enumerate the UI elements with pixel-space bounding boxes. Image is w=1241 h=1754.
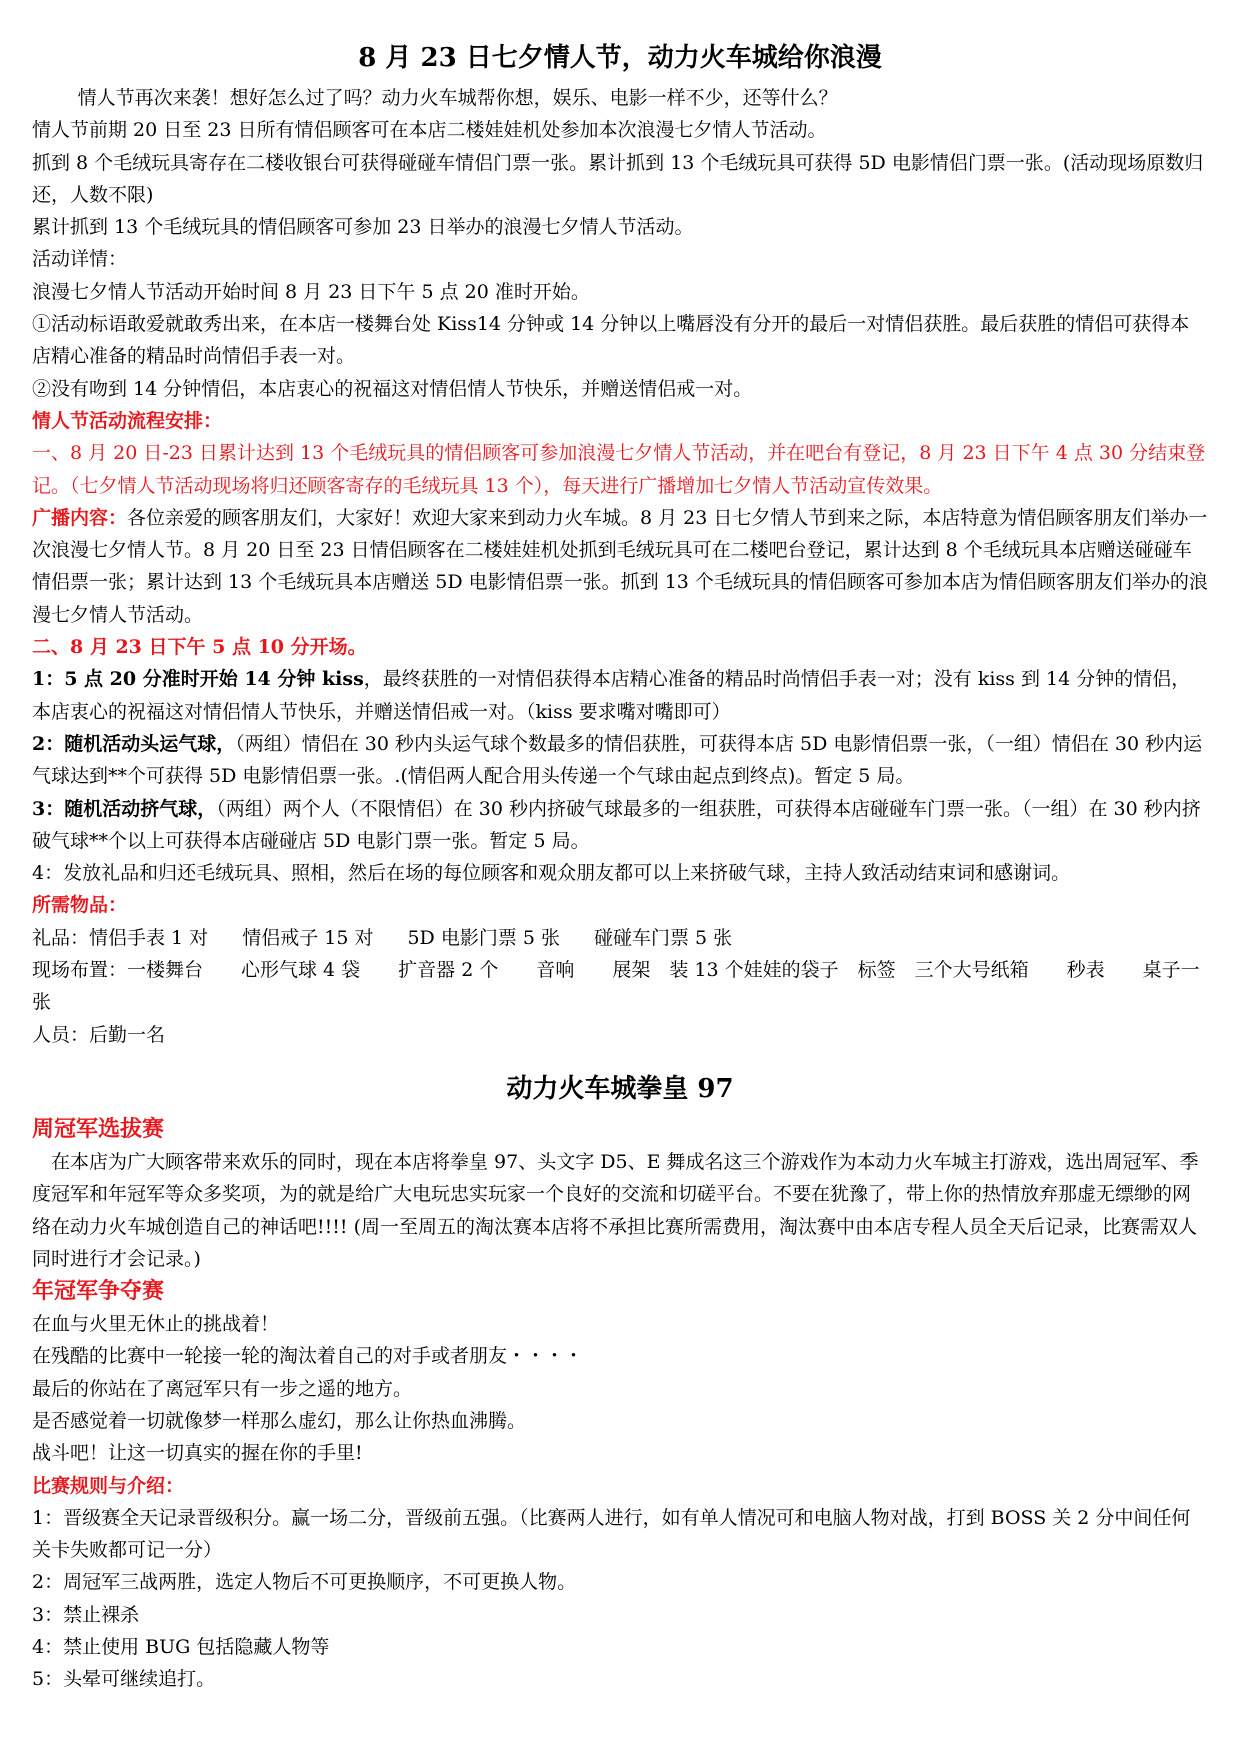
gift-item: 5D 电影门票 5 张 xyxy=(407,926,560,949)
qixi-title: 8 月 23 日七夕情人节，动力火车城给你浪漫 xyxy=(358,43,882,73)
broadcast-text: 各位亲爱的顾客朋友们，大家好！欢迎大家来到动力火车城。8 月 23 日七夕情人节到来之际，本店特意为情侣顾客朋友们举办一次浪漫七夕情人节。8 月 20 日至 23 日情侣顾客在二楼娃娃机处抓到毛绒玩具可在二楼吧台登记，累计达到 8 个毛绒玩具本店赠送碰碰车情侣票一张；累计达到 13 个毛绒玩具本店赠送 5D 电影情侣票一张。抓到 13 个毛绒玩具的情侣顾客可参加本店为情侣顾客朋友们举办的浪漫七夕情人节活动。 xyxy=(32,506,1208,626)
paragraph-1: 情人节前期 20 日至 23 日所有情侣顾客可在本店二楼娃娃机处参加本次浪漫七夕情人节活动。 xyxy=(32,119,827,142)
document-content xyxy=(32,38,1208,1696)
paragraph-6: ①活动标语敢爱就敢秀出来，在本店一楼舞台处 Kiss14 分钟或 14 分钟以上嘴唇没有分开的最后一对情侣获胜。最后获胜的情侣可获得本店精心准备的精品时尚情侣手表一对。 xyxy=(32,313,1190,368)
poem-line: 最后的你站在了离冠军只有一步之遥的地方。 xyxy=(32,1377,413,1400)
venue-line: 现场布置：一楼舞台 心形气球 4 袋 扩音器 2 个 音响 展架 装 13 个娃娃的袋子 标签 三个大号纸箱 秒表 桌子一张 xyxy=(32,959,1200,1014)
items-heading: 所需物品： xyxy=(32,894,128,917)
rule-3-lead: 3：随机活动挤气球， xyxy=(32,797,217,820)
paragraph-4: 活动详情： xyxy=(32,248,128,271)
kof-rule: 1：晋级赛全天记录晋级积分。赢一场二分，晋级前五强。（比赛两人进行，如有单人情况可和电脑人物对战，打到 BOSS 关 2 分中间任何关卡失败都可记一分） xyxy=(32,1506,1191,1562)
weekly-heading: 周冠军选拔赛 xyxy=(32,1115,165,1142)
paragraph-2: 抓到 8 个毛绒玩具寄存在二楼收银台可获得碰碰车情侣门票一张。累计抓到 13 个毛绒玩具可获得 5D 电影情侣门票一张。(活动现场原数归还，人数不限) xyxy=(32,151,1204,206)
kof-title: 动力火车城拳皇 97 xyxy=(506,1073,734,1104)
intro-paragraph: 情人节再次来袭！想好怎么过了吗？动力火车城帮你想，娱乐、电影一样不少，还等什么？ xyxy=(77,87,838,109)
flow-step-1: 一、8 月 20 日-23 日累计达到 13 个毛绒玩具的情侣顾客可参加浪漫七夕情人节活动，并在吧台有登记，8 月 23 日下午 4 点 30 分结束登记。（七夕情人节活动现场将归还顾客寄存的毛绒玩具 13 个），每天进行广播增加七夕情人节活动宣传效果。 xyxy=(32,442,1206,497)
rule-1-lead: 1：5 点 20 分准时开始 14 分钟 kiss xyxy=(32,668,364,691)
staff-line: 人员：后勤一名 xyxy=(32,1023,166,1046)
poem-line: 在血与火里无休止的挑战着！ xyxy=(32,1313,280,1336)
gift-item: 情侣戒子 15 对 xyxy=(242,926,374,949)
weekly-paragraph: 在本店为广大顾客带来欢乐的同时，现在本店将拳皇 97、头文字 D5、E 舞成名这三个游戏作为本动力火车城主打游戏，选出周冠军、季度冠军和年冠军等众多奖项，为的就是给广大电玩忠实玩家一个良好的交流和切磋平台。不要在犹豫了，带上你的热情放弃那虚无缥缈的网络在动力火车城创造自己的神话吧!!!! (周一至周五的淘汰赛本店将不承担比赛所需费用，淘汰赛中由本店专程人员全天后记录，比赛需双人同时进行才会记录。) xyxy=(32,1150,1199,1270)
rules-heading: 比赛规则与介绍： xyxy=(32,1474,185,1497)
rule-2-lead: 2：随机活动头运气球， xyxy=(32,732,236,755)
rule-3-text: （两组）两个人（不限情侣）在 30 秒内挤破气球最多的一组获胜，可获得本店碰碰车门票一张。（一组）在 30 秒内挤破气球**个以上可获得本店碰碰店 5D 电影门票一张。暂定 5 局。 xyxy=(32,797,1201,852)
poem-line: 是否感觉着一切就像梦一样那么虚幻，那么让你热血沸腾。 xyxy=(32,1409,527,1432)
paragraph-7: ②没有吻到 14 分钟情侣，本店衷心的祝福这对情侣情人节快乐，并赠送情侣戒一对。 xyxy=(32,377,753,400)
flow-step-2: 二、8 月 23 日下午 5 点 10 分开场。 xyxy=(32,636,367,659)
gift-item: 情侣手表 1 对 xyxy=(89,926,209,949)
gifts-label: 礼品： xyxy=(32,926,90,949)
kof-rule: 5：头晕可继续追打。 xyxy=(32,1668,216,1691)
rule-2 xyxy=(32,728,1208,793)
poem-line: 战斗吧！让这一切真实的握在你的手里! xyxy=(32,1442,363,1465)
rule-4: 4：发放礼品和归还毛绒玩具、照相，然后在场的每位顾客和观众朋友都可以上来挤破气球，主持人致活动结束词和感谢词。 xyxy=(32,862,1071,885)
rule-3 xyxy=(32,793,1208,858)
poem-line: 在残酷的比赛中一轮接一轮的淘汰着自己的对手或者朋友・・・・ xyxy=(32,1345,584,1368)
yearly-heading: 年冠军争夺赛 xyxy=(32,1278,165,1305)
rule-2-text: （两组）情侣在 30 秒内头运气球个数最多的情侣获胜，可获得本店 5D 电影情侣票一张，（一组）情侣在 30 秒内运气球达到**个可获得 5D 电影情侣票一张。.(情侣两人配合用头传递一个气球由起点到终点)。暂定 5 局。 xyxy=(32,732,1203,788)
paragraph-3: 累计抓到 13 个毛绒玩具的情侣顾客可参加 23 日举办的浪漫七夕情人节活动。 xyxy=(32,216,694,239)
kof-rule: 4：禁止使用 BUG 包括隐藏人物等 xyxy=(32,1636,330,1659)
flow-heading: 情人节活动流程安排： xyxy=(32,409,223,432)
broadcast-label: 广播内容： xyxy=(32,506,128,529)
kof-rule: 2：周冠军三战两胜，选定人物后不可更换顺序，不可更换人物。 xyxy=(32,1571,577,1594)
broadcast-paragraph xyxy=(32,502,1208,631)
gift-item: 碰碰车门票 5 张 xyxy=(593,926,733,949)
rule-1-text: ，最终获胜的一对情侣获得本店精心准备的精品时尚情侣手表一对；没有 kiss 到 14 分钟的情侣，本店衷心的祝福这对情侣情人节快乐，并赠送情侣戒一对。（kiss 要求嘴对嘴即可） xyxy=(32,668,1191,723)
kof-rule: 3：禁止裸杀 xyxy=(32,1603,140,1626)
paragraph-5: 浪漫七夕情人节活动开始时间 8 月 23 日下午 5 点 20 准时开始。 xyxy=(32,280,590,303)
gifts-line xyxy=(32,922,1208,954)
rule-1 xyxy=(32,663,1208,728)
